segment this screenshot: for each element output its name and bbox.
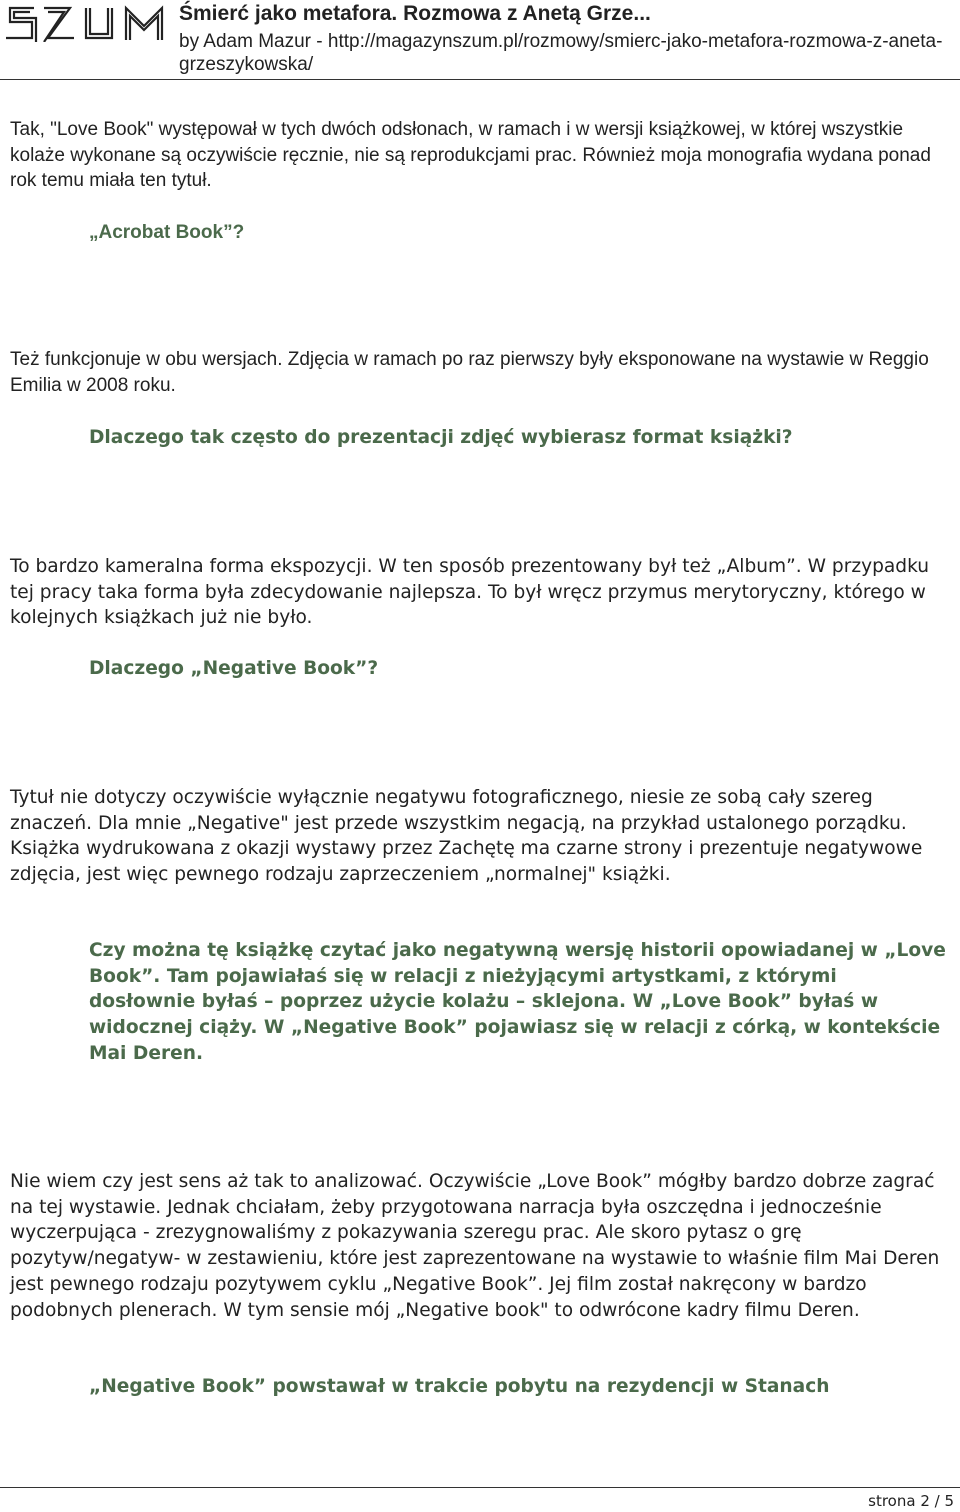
- answer-paragraph: To bardzo kameralna forma ekspozycji. W ten sposób prezentowany był też „Album”. W przypadku tej pracy taka forma była zdecydowanie najlepsza. To był wręcz przymus merytoryczny, którego w kolejnych książkach już nie było.: [10, 556, 930, 629]
- answer-paragraph: Tak, "Love Book" występował w tych dwóch odsłonach, w ramach i w wersji książkowej, w której wszystkie kolaże wykonane są oczywiście ręcznie, nie są reprodukcjami prac. Również moja monografia wydana ponad rok temu miała ten tytuł.: [10, 119, 931, 192]
- page-number: strona 2 / 5: [868, 1492, 954, 1510]
- question-heading: Czy można tę książkę czytać jako negatywną wersję historii opowiadanej w „Love Book”. Tam pojawiałaś się w relacji z nieżyjącymi artystkami, z którymi dosłownie byłaś – poprzez użycie kolażu – sklejona. W „Love Book” byłaś w widocznej ciąży. W „Negative Book” pojawiasz się w relacji z córką, w kontekście Mai Deren.: [89, 940, 946, 1064]
- answer-paragraph: Też funkcjonuje w obu wersjach. Zdjęcia w ramach po raz pierwszy były eksponowane na wystawie w Reggio Emilia w 2008 roku.: [10, 349, 929, 396]
- question-heading: „Negative Book” powstawał w trakcie pobytu na rezydencji w Stanach: [89, 1376, 830, 1397]
- document-byline: by Adam Mazur - http://magazynszum.pl/rozmowy/smierc-jako-metafora-rozmowa-z-aneta-grzeszykowska/: [179, 31, 943, 75]
- header-divider: [0, 79, 960, 80]
- footer-divider: [0, 1487, 960, 1488]
- answer-paragraph: Tytuł nie dotyczy oczywiście wyłącznie negatywu fotograficznego, niesie ze sobą cały szereg znaczeń. Dla mnie „Negative" jest przede wszystkim negacją, na przykład ustalonego porządku. Książka wydrukowana z okazji wystawy przez Zachętę ma czarne strony i prezentuje negatywowe zdjęcia, jest więc pewnego rodzaju zaprzeczeniem „normalnej" książki.: [10, 787, 923, 886]
- document-title: Śmierć jako metafora. Rozmowa z Anetą Grze...: [179, 2, 651, 25]
- answer-paragraph: Nie wiem czy jest sens aż tak to analizować. Oczywiście „Love Book” mógłby bardzo dobrze zagrać na tej wystawie. Jednak chciałam, żeby przygotowana narracja była oszczędna i jednocześnie wyczerpująca - zrezygnowaliśmy z pokazywania szeregu prac. Ale skoro pytasz o grę pozytyw/negatyw- w zestawieniu, które jest zaprezentowane na wystawie to właśnie film Mai Deren jest pewnego rodzaju pozytywem cyklu „Negative Book”. Jej film został nakręcony w bardzo podobnych plenerach. W tym sensie mój „Negative book" to odwrócone kadry filmu Deren.: [10, 1171, 940, 1321]
- page-header: [0, 0, 960, 80]
- szum-logo: [4, 4, 164, 42]
- question-heading: „Acrobat Book”?: [89, 222, 245, 243]
- question-heading: Dlaczego „Negative Book”?: [89, 658, 379, 679]
- question-heading: Dlaczego tak często do prezentacji zdjęć wybierasz format książki?: [89, 427, 793, 448]
